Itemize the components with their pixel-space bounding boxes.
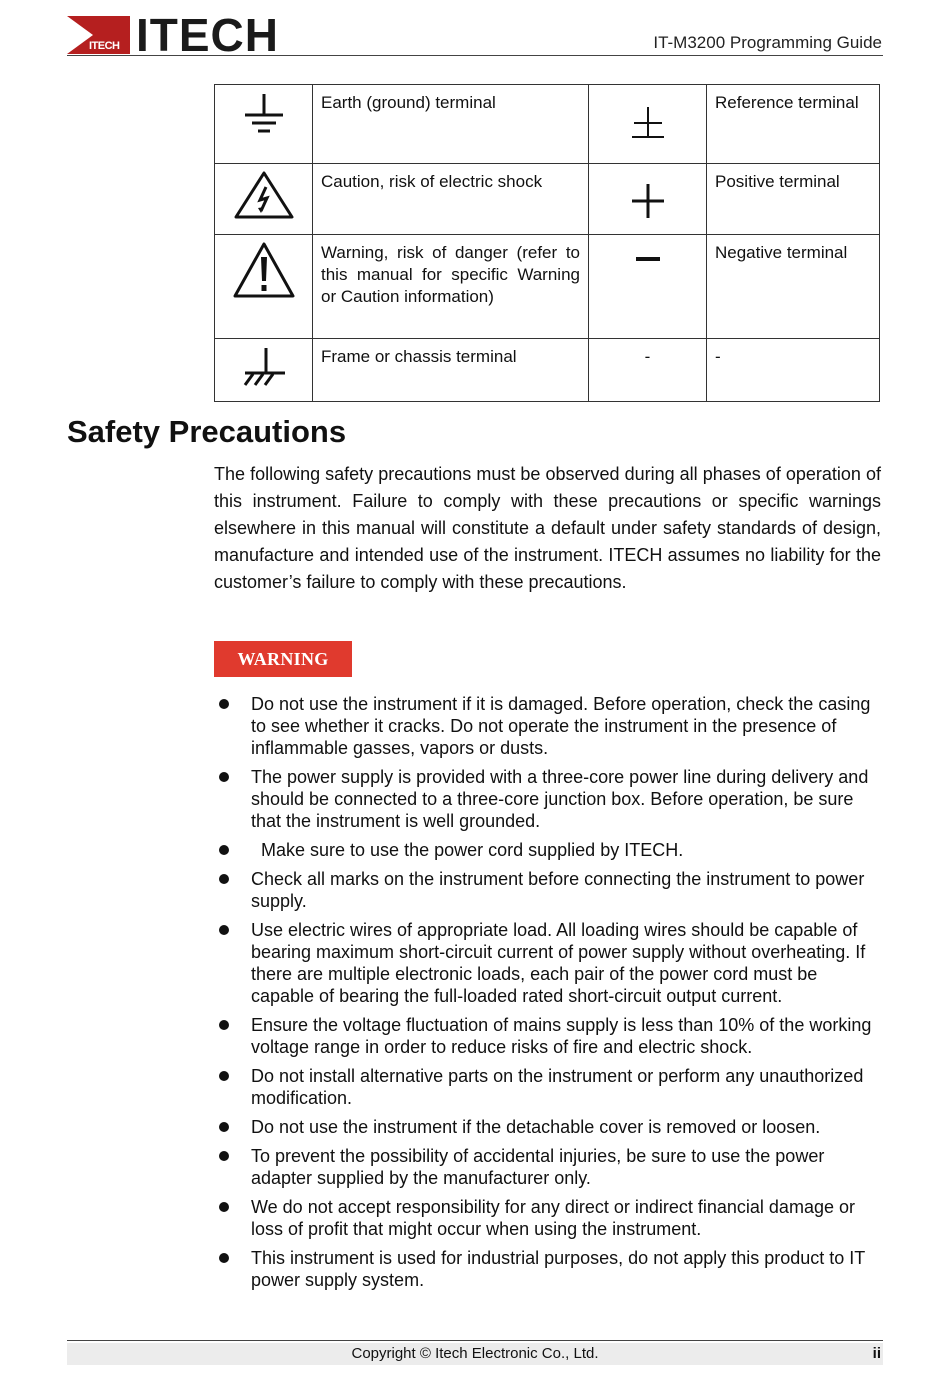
bullet-icon xyxy=(219,1202,229,1212)
logo-mark xyxy=(67,16,130,54)
table-row xyxy=(215,235,880,339)
list-item: Do not use the instrument if the detachable cover is removed or loosen. xyxy=(214,1116,884,1138)
list-item: Ensure the voltage fluctuation of mains supply is less than 10% of the working voltage range in order to reduce risks of fire and electric shock. xyxy=(214,1014,884,1058)
safety-symbols-table xyxy=(214,84,880,402)
bullet-icon xyxy=(219,1020,229,1030)
list-item: We do not accept responsibility for any direct or indirect financial damage or loss of profit that might occur when using the instrument. xyxy=(214,1196,884,1240)
bullet-icon xyxy=(219,1071,229,1081)
table-row xyxy=(215,85,880,164)
bullet-icon xyxy=(219,772,229,782)
symbol-label: Reference terminal xyxy=(707,85,880,164)
danger-warning-icon xyxy=(232,241,296,299)
intro-paragraph: The following safety precautions must be observed during all phases of operation of this instrument. Failure to comply with these precautions or specific warnings elsewhere in this manual will constitute a default under safety standards of design, manufacture and intended use of the instrument. ITECH assumes no liability for the customer’s failure to comply with these precautions. xyxy=(214,464,881,592)
table-row xyxy=(215,339,880,402)
footer-divider xyxy=(67,1340,883,1341)
bullet-icon xyxy=(219,845,229,855)
copyright-text: Copyright © Itech Electronic Co., Ltd. xyxy=(351,1345,599,1362)
header-divider xyxy=(67,55,883,56)
bullet-icon xyxy=(219,1151,229,1161)
list-item: To prevent the possibility of accidental injuries, be sure to use the power adapter supplied by the manufacturer only. xyxy=(214,1145,884,1189)
list-item: This instrument is used for industrial purposes, do not apply this product to IT power supply system. xyxy=(214,1247,884,1291)
bullet-icon xyxy=(219,1253,229,1263)
symbol-label: Warning, risk of danger (refer to this manual for specific Warning or Caution information) xyxy=(313,235,589,339)
bullet-icon xyxy=(219,1122,229,1132)
table-row xyxy=(215,164,880,235)
symbol-placeholder: - xyxy=(589,339,707,402)
negative-terminal-icon xyxy=(628,241,668,271)
symbol-label: Positive terminal xyxy=(707,164,880,235)
logo-wordmark: ITECH xyxy=(136,9,279,61)
symbol-label: Negative terminal xyxy=(707,235,880,339)
page-number: ii xyxy=(872,1345,881,1362)
list-item: Check all marks on the instrument before connecting the instrument to power supply. xyxy=(214,868,884,912)
document-title: IT-M3200 Programming Guide xyxy=(653,33,882,52)
reference-terminal-icon xyxy=(628,103,668,151)
itech-logo xyxy=(67,9,279,61)
bullet-icon xyxy=(219,699,229,709)
chassis-terminal-icon xyxy=(239,345,289,389)
list-item: The power supply is provided with a three-core power line during delivery and should be connected to a three-core junction box. Before operation, be sure that the instrument is well grounded. xyxy=(214,766,884,832)
section-title: Safety Precautions xyxy=(67,414,347,449)
symbol-label: - xyxy=(707,339,880,402)
footer xyxy=(67,1343,883,1365)
list-item: Use electric wires of appropriate load. All loading wires should be capable of bearing maximum short-circuit current of power supply without overheating. If there are multiple electronic loads, each pair of the power cord must be capable of bearing the full-loaded rated short-circuit output current. xyxy=(214,919,884,1007)
list-item: Do not use the instrument if it is damaged. Before operation, check the casing to see whether it cracks. Do not operate the instrument in the presence of inflammable gasses, vapors or dusts. xyxy=(214,693,884,759)
list-item: Do not install alternative parts on the instrument or perform any unauthorized modification. xyxy=(214,1065,884,1109)
bullet-icon xyxy=(219,874,229,884)
warning-badge: WARNING xyxy=(214,641,352,677)
symbol-label: Earth (ground) terminal xyxy=(313,85,589,164)
positive-terminal-icon xyxy=(628,178,668,222)
list-item: Make sure to use the power cord supplied by ITECH. xyxy=(214,839,884,861)
logo-small-text: ITECH xyxy=(89,40,120,52)
electric-shock-warning-icon xyxy=(233,170,295,220)
bullet-icon xyxy=(219,925,229,935)
precaution-list xyxy=(214,693,884,1298)
symbol-label: Frame or chassis terminal xyxy=(313,339,589,402)
symbol-label: Caution, risk of electric shock xyxy=(313,164,589,235)
earth-ground-icon xyxy=(242,91,286,139)
